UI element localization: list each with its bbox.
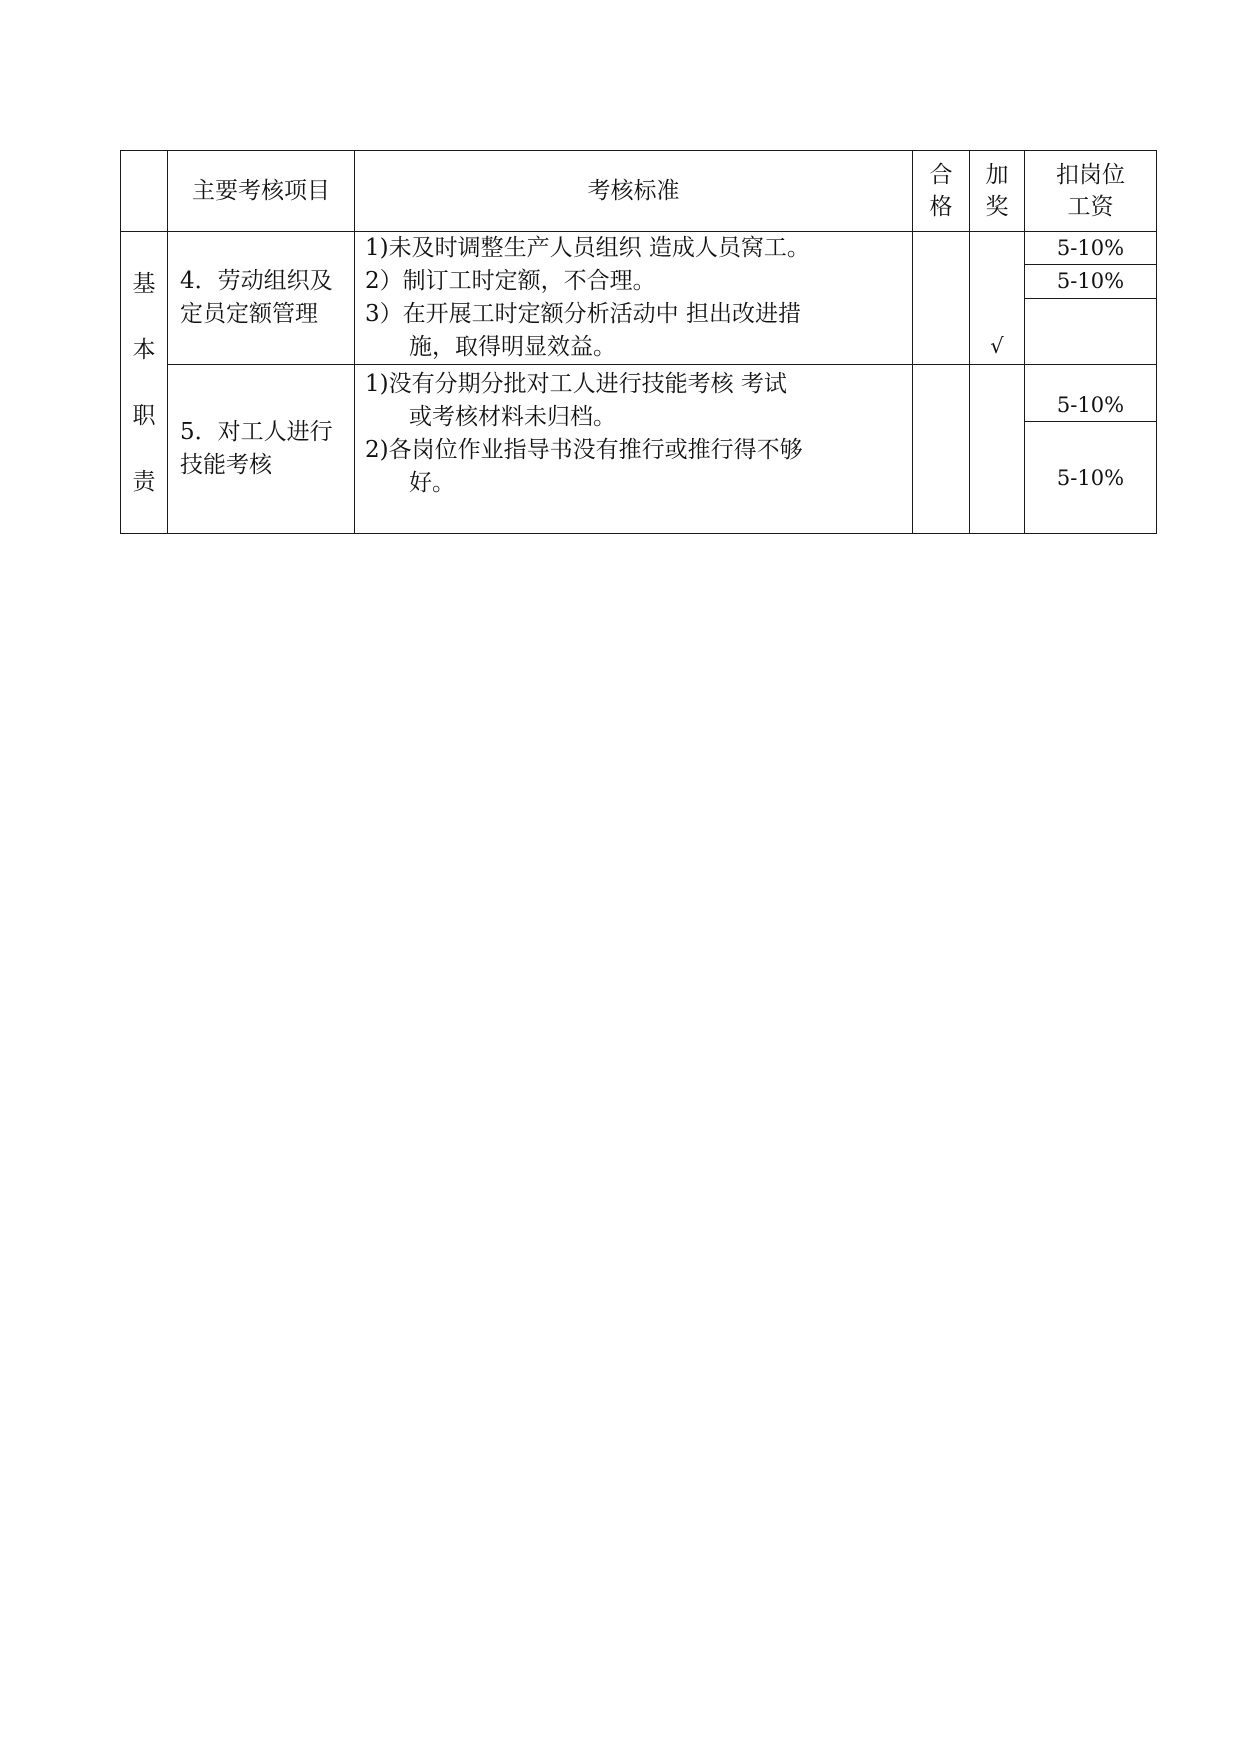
section-char: 本 (132, 336, 156, 363)
assessment-sheet (120, 150, 1157, 534)
header-bonus (970, 151, 1025, 232)
criteria-line: 2）制订工时定额，不合理。 (365, 268, 656, 294)
criteria-line: 1)没有分期分批对工人进行技能考核 考试 (365, 371, 787, 397)
criteria-line: 或考核材料未归档。 (409, 404, 616, 430)
pass-cell (913, 365, 970, 534)
criteria-line: 1)未及时调整生产人员组织 造成人员窝工。 (365, 235, 810, 261)
deduction-cell (1025, 298, 1157, 365)
header-item: 主要考核项目 (168, 151, 355, 232)
item-line: 4．劳动组织及 (180, 268, 333, 294)
section-label (121, 232, 168, 534)
bonus-cell (970, 365, 1025, 534)
item-skill-assessment (168, 365, 355, 534)
table-row (121, 365, 1157, 422)
header-pass-line-2: 格 (929, 194, 953, 220)
assessment-table (120, 150, 1157, 534)
header-standard: 考核标准 (355, 151, 913, 232)
item-labor-organization (168, 232, 355, 365)
header-deduct-line-2: 工资 (1067, 194, 1114, 220)
header-bonus-line-1: 加 (985, 162, 1009, 188)
deduction-cell: 5-10% (1025, 422, 1157, 534)
deduction-cell: 5-10% (1025, 365, 1157, 422)
pass-cell (913, 232, 970, 365)
deduction-cell: 5-10% (1025, 232, 1157, 265)
check-mark: √ (990, 334, 1004, 358)
header-pass-line-1: 合 (929, 162, 953, 188)
header-bonus-line-2: 奖 (985, 194, 1009, 220)
criteria-line: 好。 (409, 470, 455, 496)
header-deduct (1025, 151, 1157, 232)
bonus-cell (970, 232, 1025, 365)
item-line: 定员定额管理 (180, 301, 318, 327)
deduction-cell: 5-10% (1025, 265, 1157, 298)
item-line: 5．对工人进行 (180, 419, 333, 445)
criteria-line: 施，取得明显效益。 (409, 334, 616, 360)
table-row (121, 232, 1157, 265)
header-blank-cell (121, 151, 168, 232)
header-deduct-line-1: 扣岗位 (1056, 162, 1125, 188)
item-line: 技能考核 (180, 452, 272, 478)
section-char: 基 (132, 270, 156, 297)
header-pass (913, 151, 970, 232)
table-header-row (121, 151, 1157, 232)
section-char: 责 (132, 468, 156, 495)
section-char: 职 (132, 402, 156, 429)
criteria-skill-assessment (355, 365, 913, 534)
criteria-line: 3）在开展工时定额分析活动中 担出改进措 (365, 301, 801, 327)
criteria-labor-organization (355, 232, 913, 365)
criteria-line: 2)各岗位作业指导书没有推行或推行得不够 (365, 437, 803, 463)
